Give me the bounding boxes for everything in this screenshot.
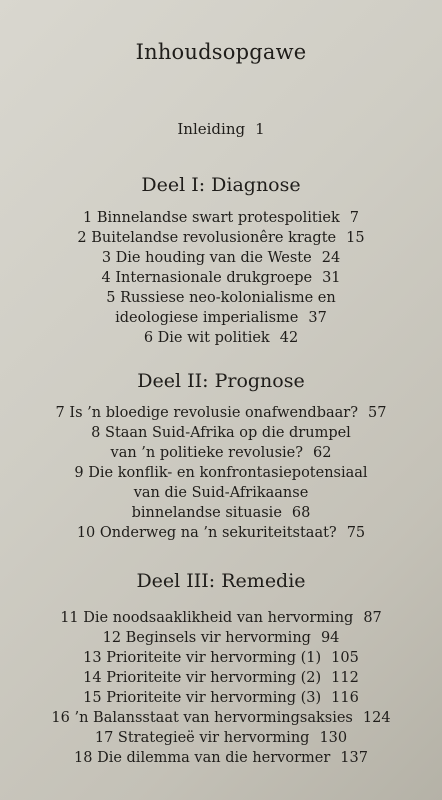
toc-entry [0,710,442,726]
entry-text: 3 Die houding van die Weste [101,250,312,266]
entry-text: 7 Is ’n bloedige revolusie onafwendbaar? [55,405,358,421]
section-heading-prognose: Deel II: Prognose [137,370,305,392]
entry-page-number: 31 [322,270,341,286]
entry-text: Inleiding [177,120,246,138]
toc-entry [0,230,442,246]
toc-entry-intro [0,120,442,138]
toc-entry [0,670,442,686]
entry-text: 6 Die wit politiek [143,330,270,346]
toc-entry [0,310,442,326]
entry-text: 9 Die konflik- en konfrontasiepotensiaal [74,465,368,481]
toc-entry [0,330,442,346]
entry-text: 12 Beginsels vir hervorming [102,630,311,646]
entry-text: 8 Staan Suid-Afrika op die drumpel [91,425,351,441]
toc-entry [0,210,442,226]
entry-page-number: 15 [346,230,365,246]
entry-text: 13 Prioriteite vir hervorming (1) [83,650,322,666]
section-heading-remedie: Deel III: Remedie [136,570,306,592]
toc-entry [0,630,442,646]
entry-text: 16 ’n Balansstaat van hervormingsaksies [51,710,353,726]
entry-text: 17 Strategieë vir hervorming [94,730,310,746]
entry-page-number: 75 [346,525,366,541]
toc-entry [0,445,442,461]
entry-page-number: 68 [291,505,311,521]
entry-page-number: 130 [319,730,348,746]
toc-entry [0,250,442,266]
entry-text: 11 Die noodsaaklikheid van hervorming [60,610,354,626]
entry-page-number: 7 [349,210,359,226]
entry-page-number: 124 [362,710,391,726]
entry-page-number: 87 [363,610,382,626]
entry-page-number: 105 [331,650,359,666]
toc-entry [0,290,442,306]
entry-text: van ’n politieke revolusie? [110,445,304,461]
entry-text: 1 Binnelandse swart protespolitiek [83,210,340,226]
entry-text: 14 Prioriteite vir hervorming (2) [83,670,322,686]
toc-entry [0,650,442,666]
entry-page-number: 57 [368,405,387,421]
toc-entry [0,405,442,421]
entry-text: van die Suid-Afrikaanse [133,485,309,501]
entry-page-number: 24 [321,250,341,266]
entry-page-number: 112 [331,670,359,686]
entry-page-number: 116 [331,690,359,706]
toc-entry [0,425,442,441]
entry-text: binnelandse situasie [131,505,282,521]
toc-entry [0,465,442,481]
entry-page-number: 137 [340,750,368,766]
entry-text: 5 Russiese neo-kolonialisme en [106,290,336,306]
entry-text: 15 Prioriteite vir hervorming (3) [83,690,322,706]
entry-text: 10 Onderweg na ’n sekuriteitstaat? [76,525,337,541]
page-title: Inhoudsopgawe [135,40,307,64]
toc-entry [0,690,442,706]
entry-page-number: 42 [279,330,299,346]
toc-entry [0,525,442,541]
entry-page-number: 62 [313,445,332,461]
toc-entry [0,270,442,286]
toc-entry [0,750,442,766]
entry-text: 2 Buitelandse revolusionêre kragte [77,230,337,246]
entry-text: ideologiese imperialisme [115,310,299,326]
section-heading-diagnose: Deel I: Diagnose [141,174,301,196]
entry-page-number: 94 [320,630,340,646]
toc-entry [0,730,442,746]
toc-entry [0,485,442,501]
toc-entry [0,505,442,521]
toc-entry [0,610,442,626]
entry-page-number: 37 [308,310,327,326]
entry-text: 4 Internasionale drukgroepe [101,270,313,286]
entry-text: 18 Die dilemma van die hervormer [74,750,331,766]
entry-page-number: 1 [255,120,265,138]
